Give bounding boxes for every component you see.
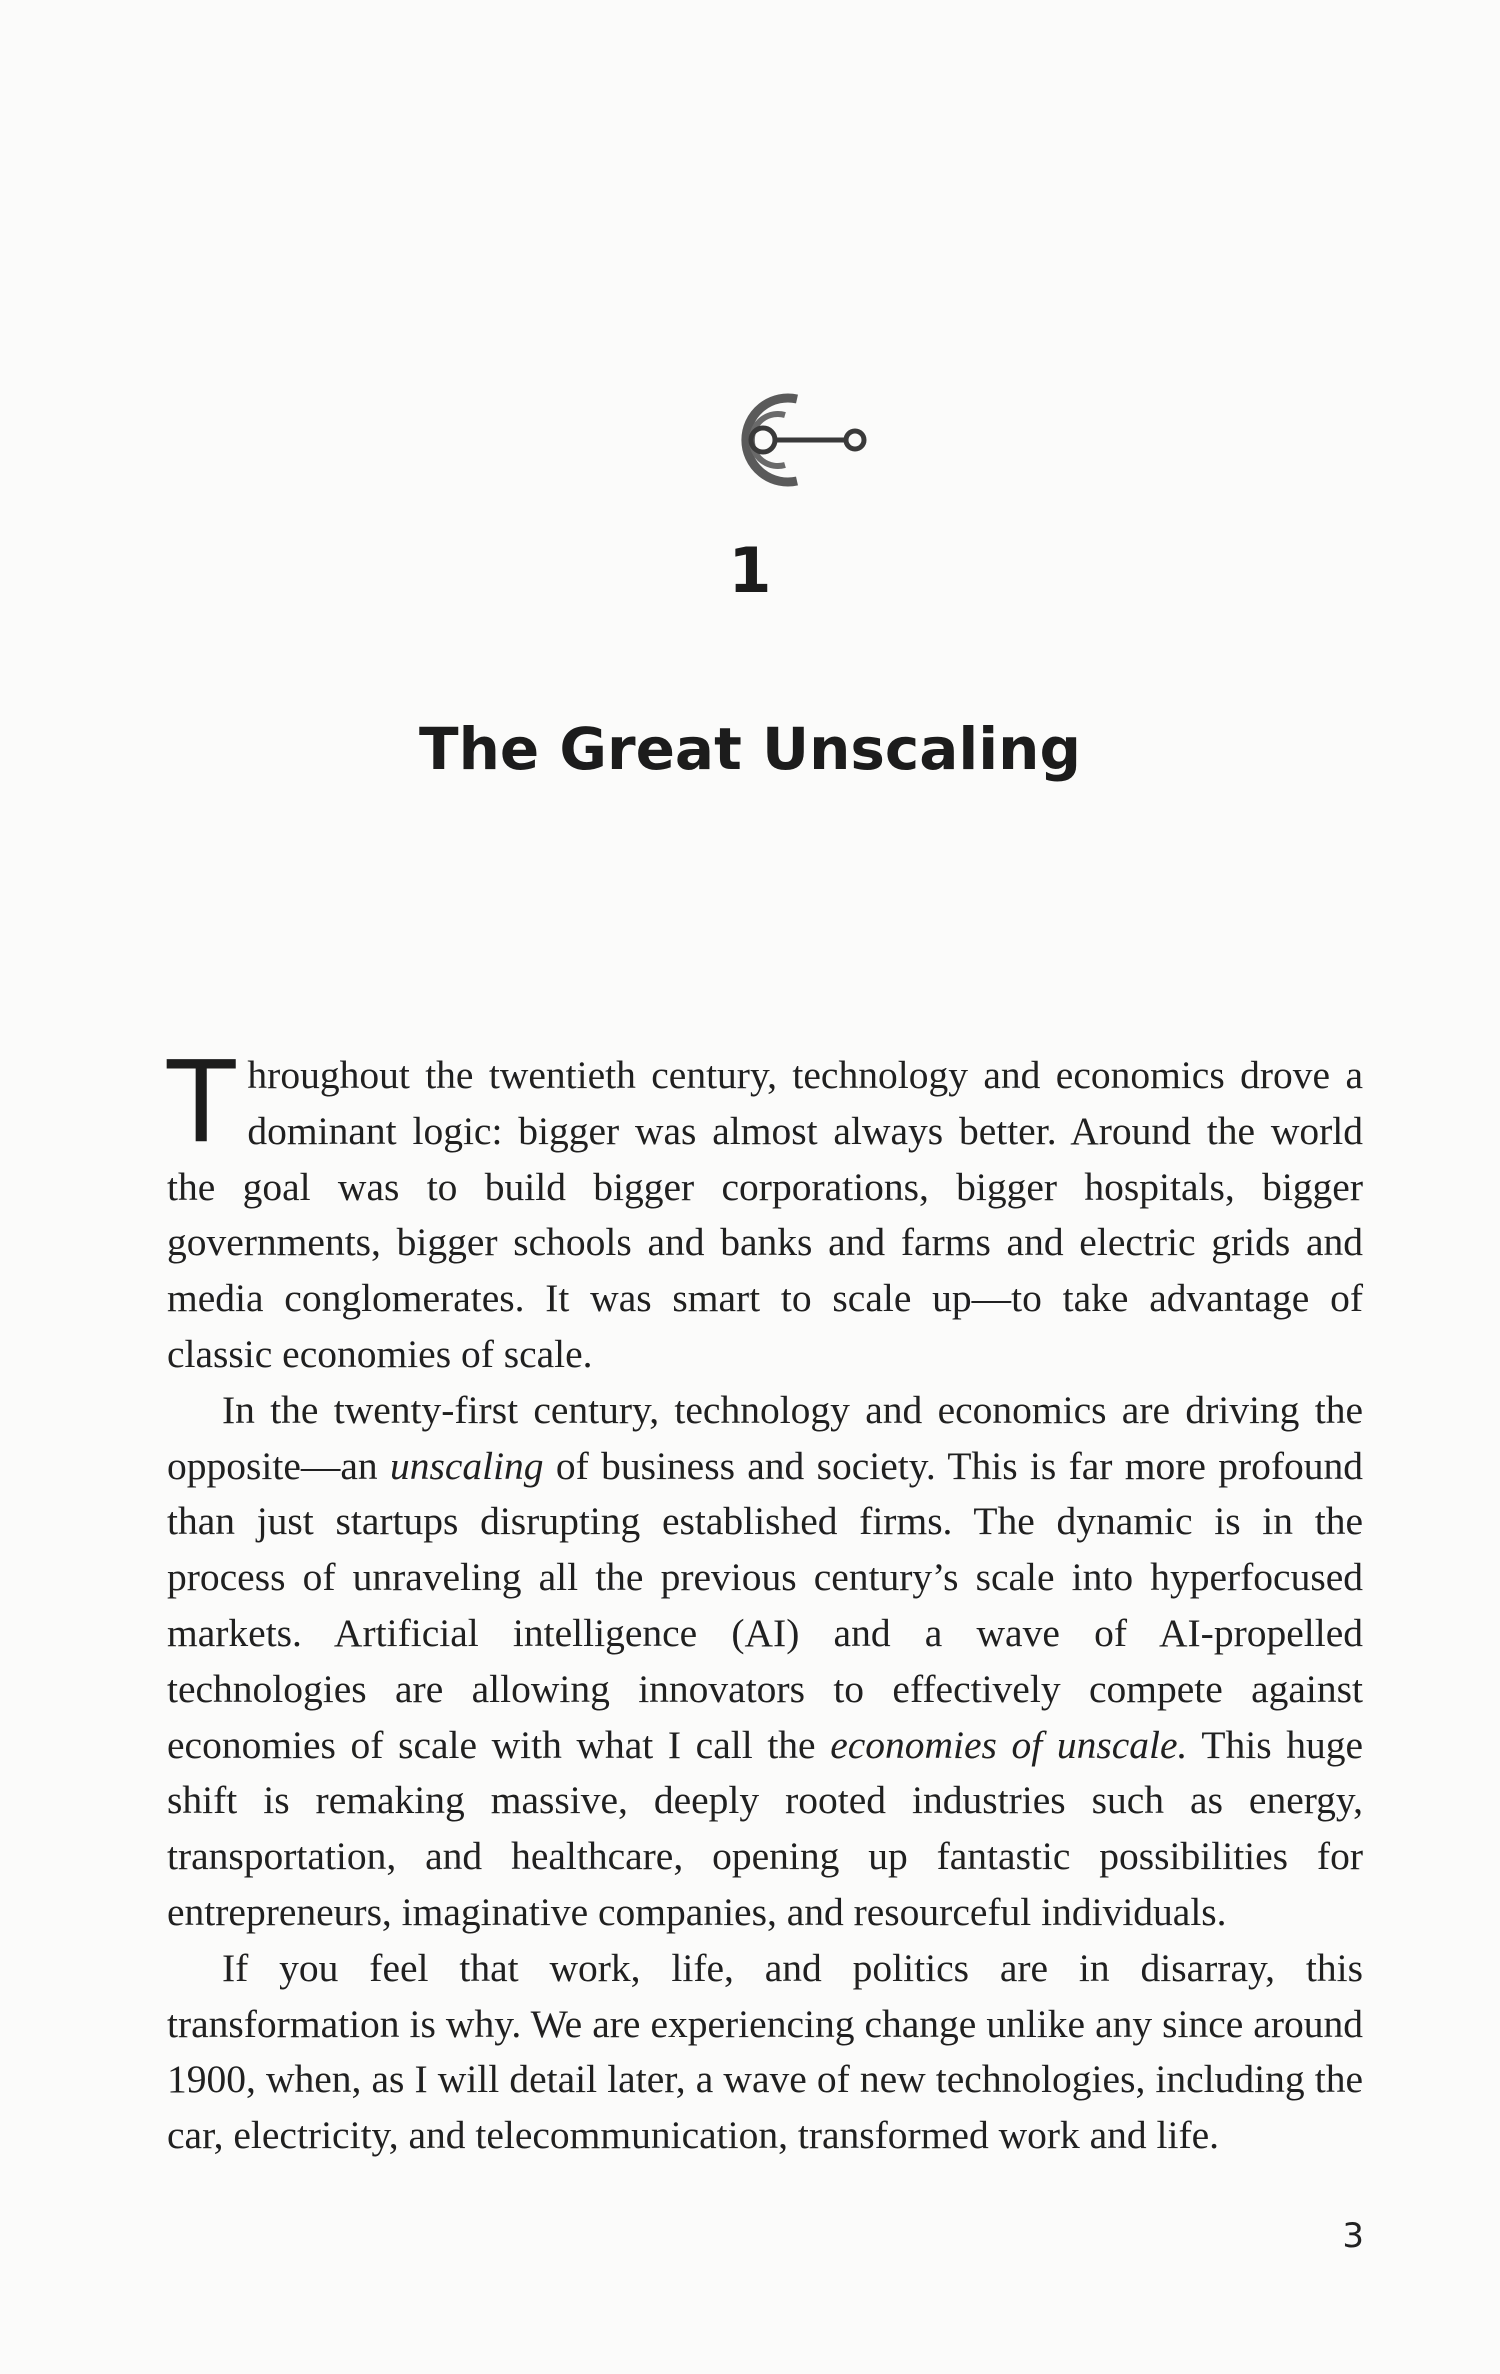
paragraph-2 (167, 1383, 1363, 1941)
chapter-title: The Great Unscaling (419, 715, 1081, 783)
paragraph-2-emphasis-1: unscaling (389, 1443, 544, 1488)
paragraph-2-text-b: of business and society. This is far more profound than just startups disrupting established firms. The dynamic is in the process of unraveling all the previous century’s scale into hyperfocused markets. Artificial intelligence (AI) and a wave of AI-propelled technologies are allowing innovators to effectively compete against economies of scale with what I call the (167, 1443, 1363, 1767)
paragraph-2-text-c: This huge shift is remaking massive, deeply rooted industries such as energy, transportation, and healthcare, opening up fantastic possibilities for entrepreneurs, imaginative companies, and resourceful individuals. (167, 1722, 1363, 1934)
paragraph-3 (167, 1941, 1363, 2164)
paragraph-2-text-a: In the twenty-first century, technology and economics are driving the opposite—an (167, 1387, 1363, 1488)
paragraph-2-emphasis-2: economies of unscale. (830, 1722, 1188, 1767)
drop-cap: T (167, 1038, 236, 1168)
page-number: 3 (1342, 2216, 1364, 2256)
key-circle-icon (705, 385, 885, 495)
paragraph-1-text: hroughout the twentieth century, technology and economics drove a dominant logic: bigger was almost always better. Around the world the goal was to build bigger corporations, bigger hospitals, bigger governments, bigger schools and banks and farms and electric grids and media conglomerates. It was smart to scale up—to take advantage of classic economies of scale. (167, 1053, 1363, 1376)
paragraph-3-text: If you feel that work, life, and politics are in disarray, this transformation is why. We are experiencing change unlike any since around 1900, when, as I will detail later, a wave of new technologies, including the car, electricity, and telecommunication, transformed work and life. (167, 1945, 1363, 2158)
chapter-body (167, 1038, 1363, 2164)
chapter-number: 1 (728, 534, 772, 607)
paragraph-1 (167, 1038, 1363, 1383)
